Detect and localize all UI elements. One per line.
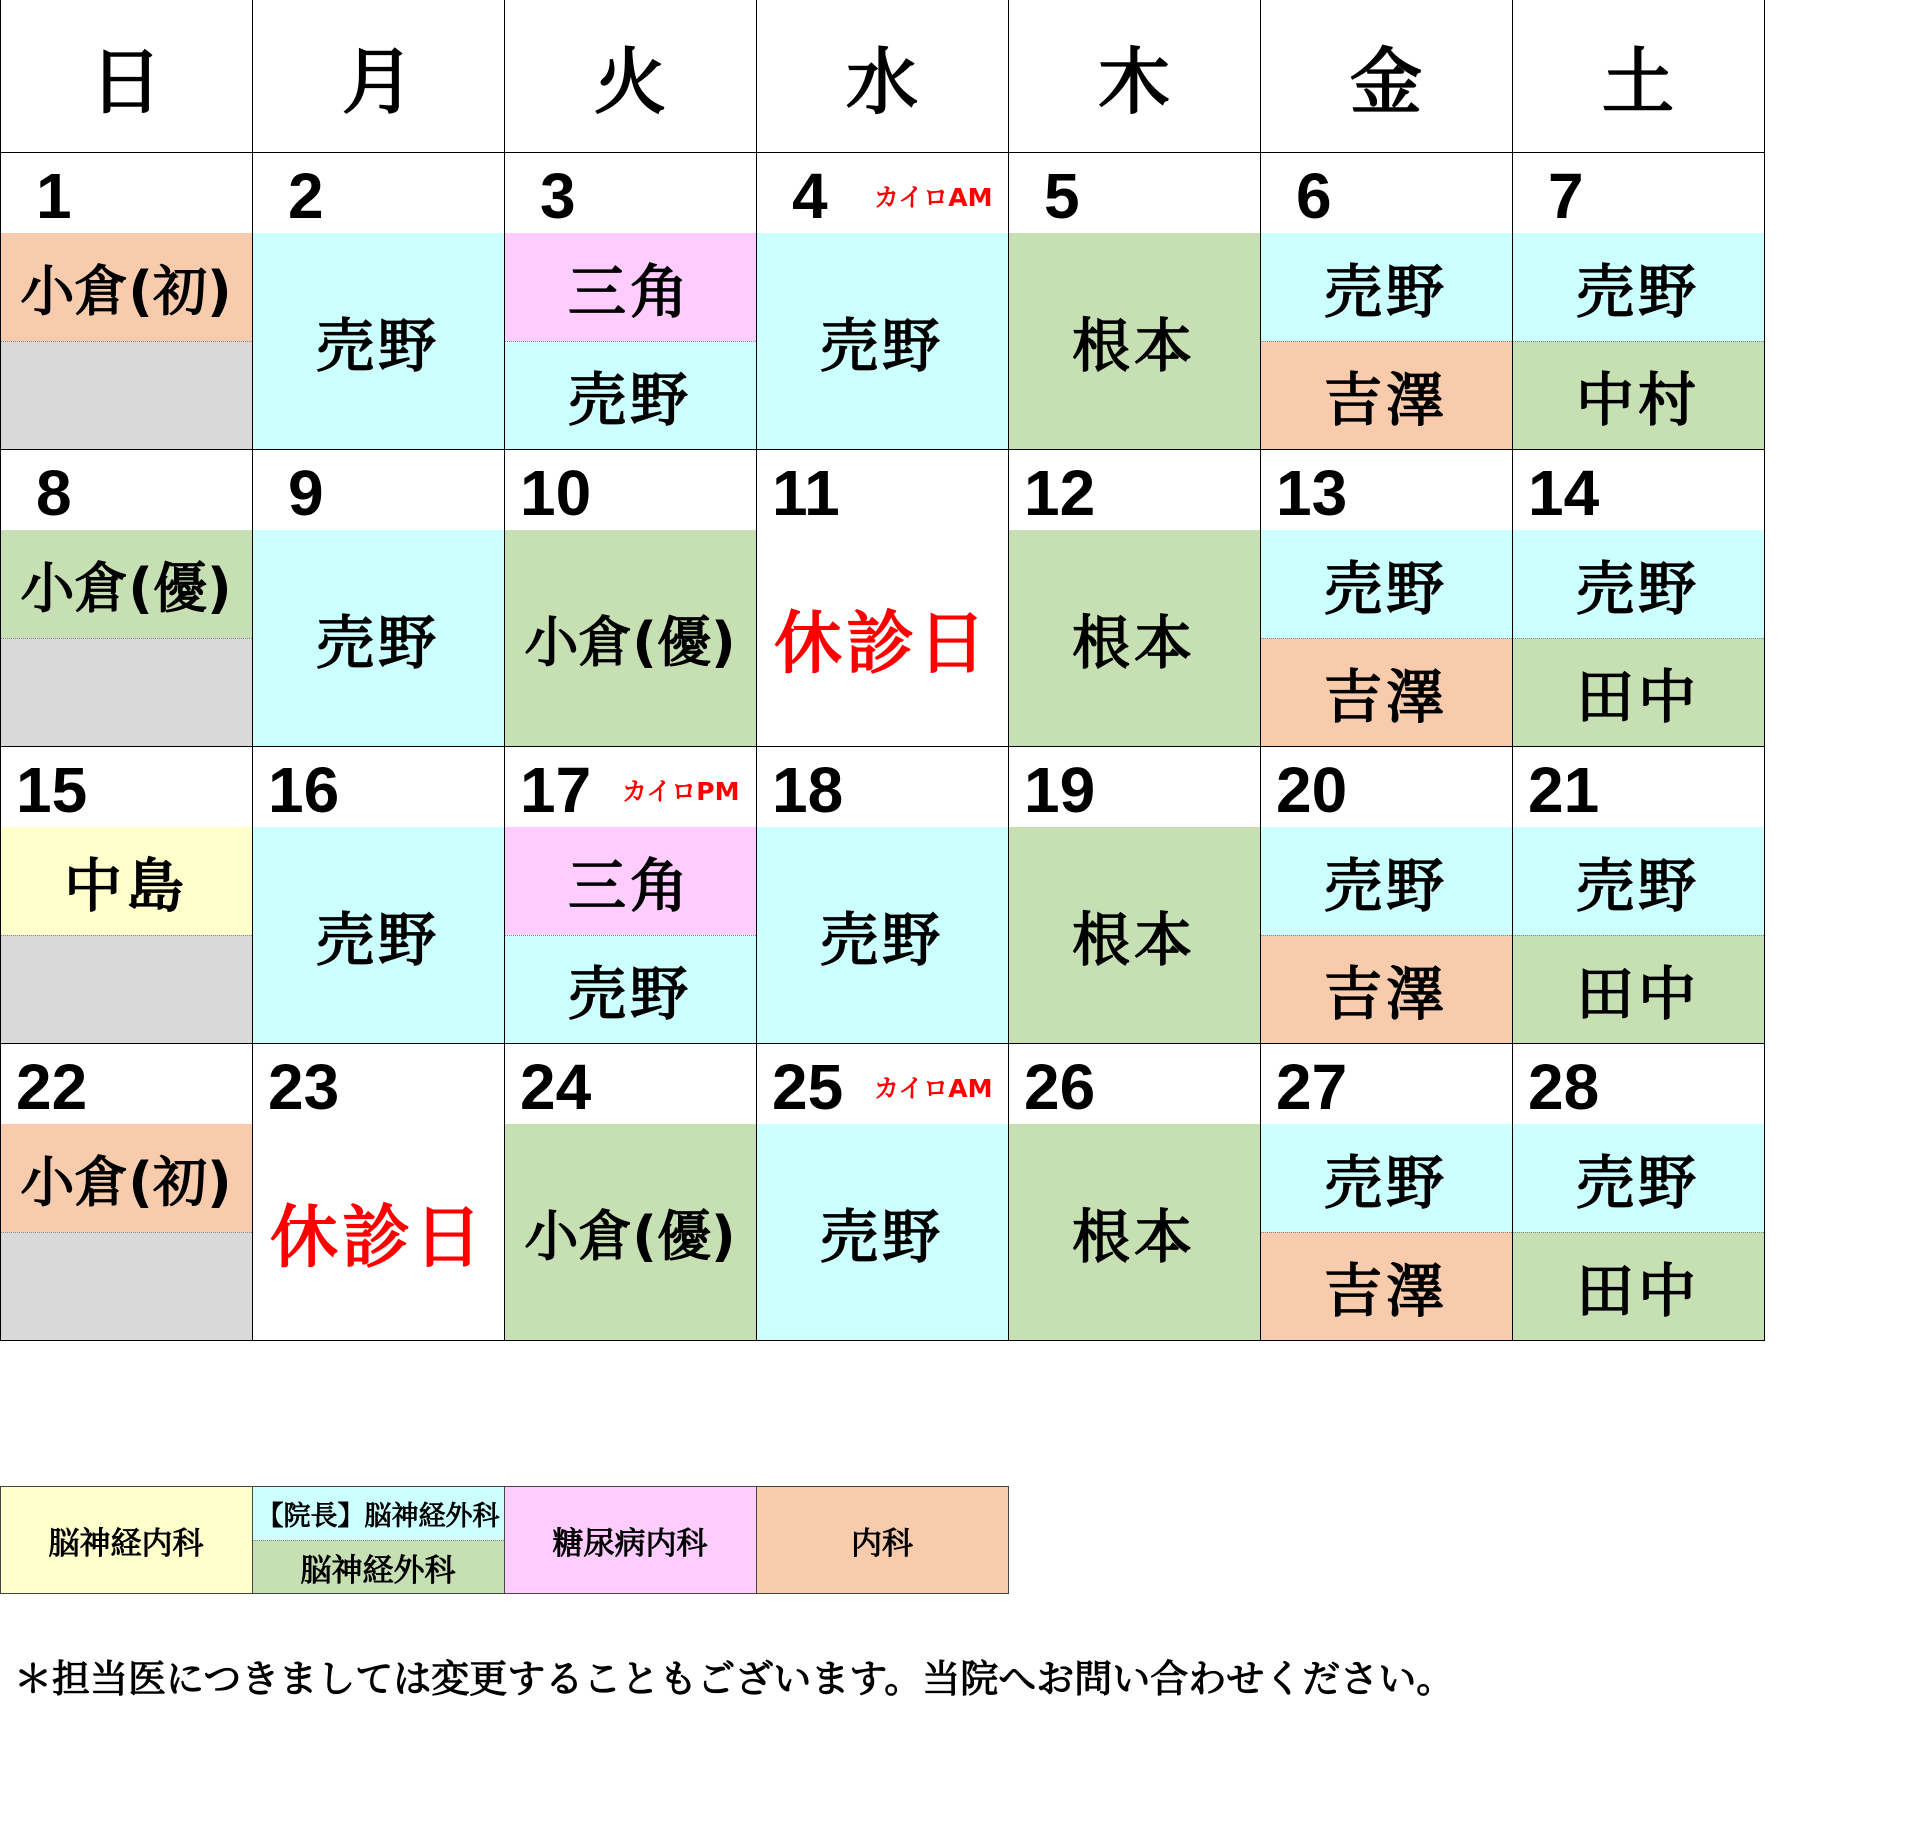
day-number: 16 <box>268 754 340 826</box>
slot-divider <box>0 638 252 639</box>
grid-line <box>1512 0 1513 1341</box>
doctor-slot: 売野 <box>252 233 504 449</box>
weekday-header: 火 <box>593 40 666 124</box>
doctor-slot: 田中 <box>1512 1232 1764 1340</box>
doctor-slot: 田中 <box>1512 935 1764 1043</box>
day-number: 20 <box>1276 754 1348 826</box>
doctor-slot: 売野 <box>252 827 504 1043</box>
chiro-note: カイロAM <box>874 183 993 212</box>
doctor-slot: 根本 <box>1008 827 1260 1043</box>
day-number: 8 <box>36 457 72 529</box>
doctor-slot: 小倉(初) <box>0 233 252 341</box>
day-number: 9 <box>288 457 324 529</box>
slot-divider <box>1512 935 1764 936</box>
day-number: 7 <box>1548 160 1584 232</box>
doctor-slot: 小倉(初) <box>0 1124 252 1232</box>
doctor-slot: 吉澤 <box>1260 638 1512 746</box>
weekday-header: 月 <box>341 40 414 124</box>
slot-divider <box>0 935 252 936</box>
doctor-slot: 売野 <box>504 935 756 1043</box>
doctor-slot: 吉澤 <box>1260 1232 1512 1340</box>
day-number: 1 <box>36 160 72 232</box>
doctor-slot: 根本 <box>1008 530 1260 746</box>
doctor-slot: 中島 <box>0 827 252 935</box>
doctor-slot: 三角 <box>504 233 756 341</box>
empty-slot <box>0 638 252 746</box>
doctor-slot: 売野 <box>1260 827 1512 935</box>
day-number: 19 <box>1024 754 1096 826</box>
legend-item: 【院長】脳神経外科 <box>252 1486 504 1540</box>
grid-line <box>756 0 757 1341</box>
doctor-slot: 売野 <box>252 530 504 746</box>
day-number: 2 <box>288 160 324 232</box>
doctor-slot: 田中 <box>1512 638 1764 746</box>
footnote: ＊担当医につきましては変更することもございます。当院へお問い合わせください。 <box>14 1657 1455 1701</box>
doctor-slot: 売野 <box>756 233 1008 449</box>
doctor-slot: 小倉(優) <box>504 530 756 746</box>
day-number: 26 <box>1024 1051 1096 1123</box>
day-number: 17 <box>520 754 592 826</box>
weekday-header: 水 <box>845 40 918 124</box>
legend-item: 糖尿病内科 <box>504 1486 756 1594</box>
day-number: 22 <box>16 1051 88 1123</box>
doctor-slot: 吉澤 <box>1260 935 1512 1043</box>
weekday-header: 土 <box>1601 40 1674 124</box>
doctor-slot: 吉澤 <box>1260 341 1512 449</box>
doctor-slot: 売野 <box>1512 530 1764 638</box>
doctor-slot: 根本 <box>1008 1124 1260 1340</box>
doctor-slot: 小倉(優) <box>0 530 252 638</box>
grid-line <box>0 1340 1765 1341</box>
grid-line <box>252 0 253 1341</box>
doctor-slot: 売野 <box>1260 1124 1512 1232</box>
slot-divider <box>504 935 756 936</box>
grid-line <box>1008 0 1009 1341</box>
doctor-slot: 売野 <box>1512 1124 1764 1232</box>
grid-line <box>1764 0 1765 1341</box>
slot-divider <box>1512 1232 1764 1233</box>
day-number: 21 <box>1528 754 1600 826</box>
weekday-header: 木 <box>1097 40 1170 124</box>
doctor-slot: 根本 <box>1008 233 1260 449</box>
slot-divider <box>1260 1232 1512 1233</box>
grid-line <box>504 0 505 1341</box>
slot-divider <box>0 1232 252 1233</box>
legend-item: 内科 <box>756 1486 1008 1594</box>
day-number: 18 <box>772 754 844 826</box>
slot-divider <box>1260 638 1512 639</box>
empty-slot <box>0 935 252 1043</box>
weekday-header: 金 <box>1349 40 1422 124</box>
slot-divider <box>1260 935 1512 936</box>
empty-slot <box>0 341 252 449</box>
doctor-slot: 売野 <box>1260 233 1512 341</box>
day-number: 3 <box>540 160 576 232</box>
doctor-slot: 売野 <box>756 1124 1008 1340</box>
day-number: 11 <box>772 457 840 529</box>
closed-day-label: 休診日 <box>773 604 990 684</box>
day-number: 10 <box>520 457 592 529</box>
grid-line <box>0 1043 1765 1044</box>
department-legend <box>0 1486 1010 1594</box>
day-number: 23 <box>268 1051 340 1123</box>
grid-line <box>0 152 1765 153</box>
slot-divider <box>504 341 756 342</box>
chiro-note: カイロAM <box>874 1074 993 1103</box>
doctor-slot: 売野 <box>504 341 756 449</box>
legend-divider <box>756 1486 757 1594</box>
doctor-slot: 売野 <box>1512 233 1764 341</box>
doctor-slot: 売野 <box>1512 827 1764 935</box>
day-number: 27 <box>1276 1051 1348 1123</box>
legend-divider <box>252 1486 253 1594</box>
empty-slot <box>0 1232 252 1340</box>
doctor-slot: 売野 <box>756 827 1008 1043</box>
weekday-header: 日 <box>89 40 162 124</box>
legend-divider <box>252 1540 504 1541</box>
day-number: 12 <box>1024 457 1096 529</box>
day-number: 5 <box>1044 160 1080 232</box>
day-number: 6 <box>1296 160 1332 232</box>
day-number: 28 <box>1528 1051 1600 1123</box>
grid-line <box>0 0 1 1341</box>
grid-line <box>0 449 1765 450</box>
grid-line <box>1260 0 1261 1341</box>
day-number: 24 <box>520 1051 592 1123</box>
day-number: 14 <box>1528 457 1600 529</box>
day-number: 13 <box>1276 457 1348 529</box>
slot-divider <box>1260 341 1512 342</box>
doctor-slot: 中村 <box>1512 341 1764 449</box>
day-number: 4 <box>792 160 828 232</box>
legend-divider <box>504 1486 505 1594</box>
slot-divider <box>1512 341 1764 342</box>
slot-divider <box>0 341 252 342</box>
grid-line <box>0 746 1765 747</box>
chiro-note: カイロPM <box>622 777 740 806</box>
slot-divider <box>1512 638 1764 639</box>
day-number: 15 <box>16 754 88 826</box>
doctor-slot: 三角 <box>504 827 756 935</box>
doctor-slot: 売野 <box>1260 530 1512 638</box>
legend-item: 脳神経内科 <box>0 1486 252 1594</box>
doctor-slot: 小倉(優) <box>504 1124 756 1340</box>
closed-day-label: 休診日 <box>269 1198 486 1278</box>
legend-item: 脳神経外科 <box>252 1540 504 1594</box>
day-number: 25 <box>772 1051 844 1123</box>
